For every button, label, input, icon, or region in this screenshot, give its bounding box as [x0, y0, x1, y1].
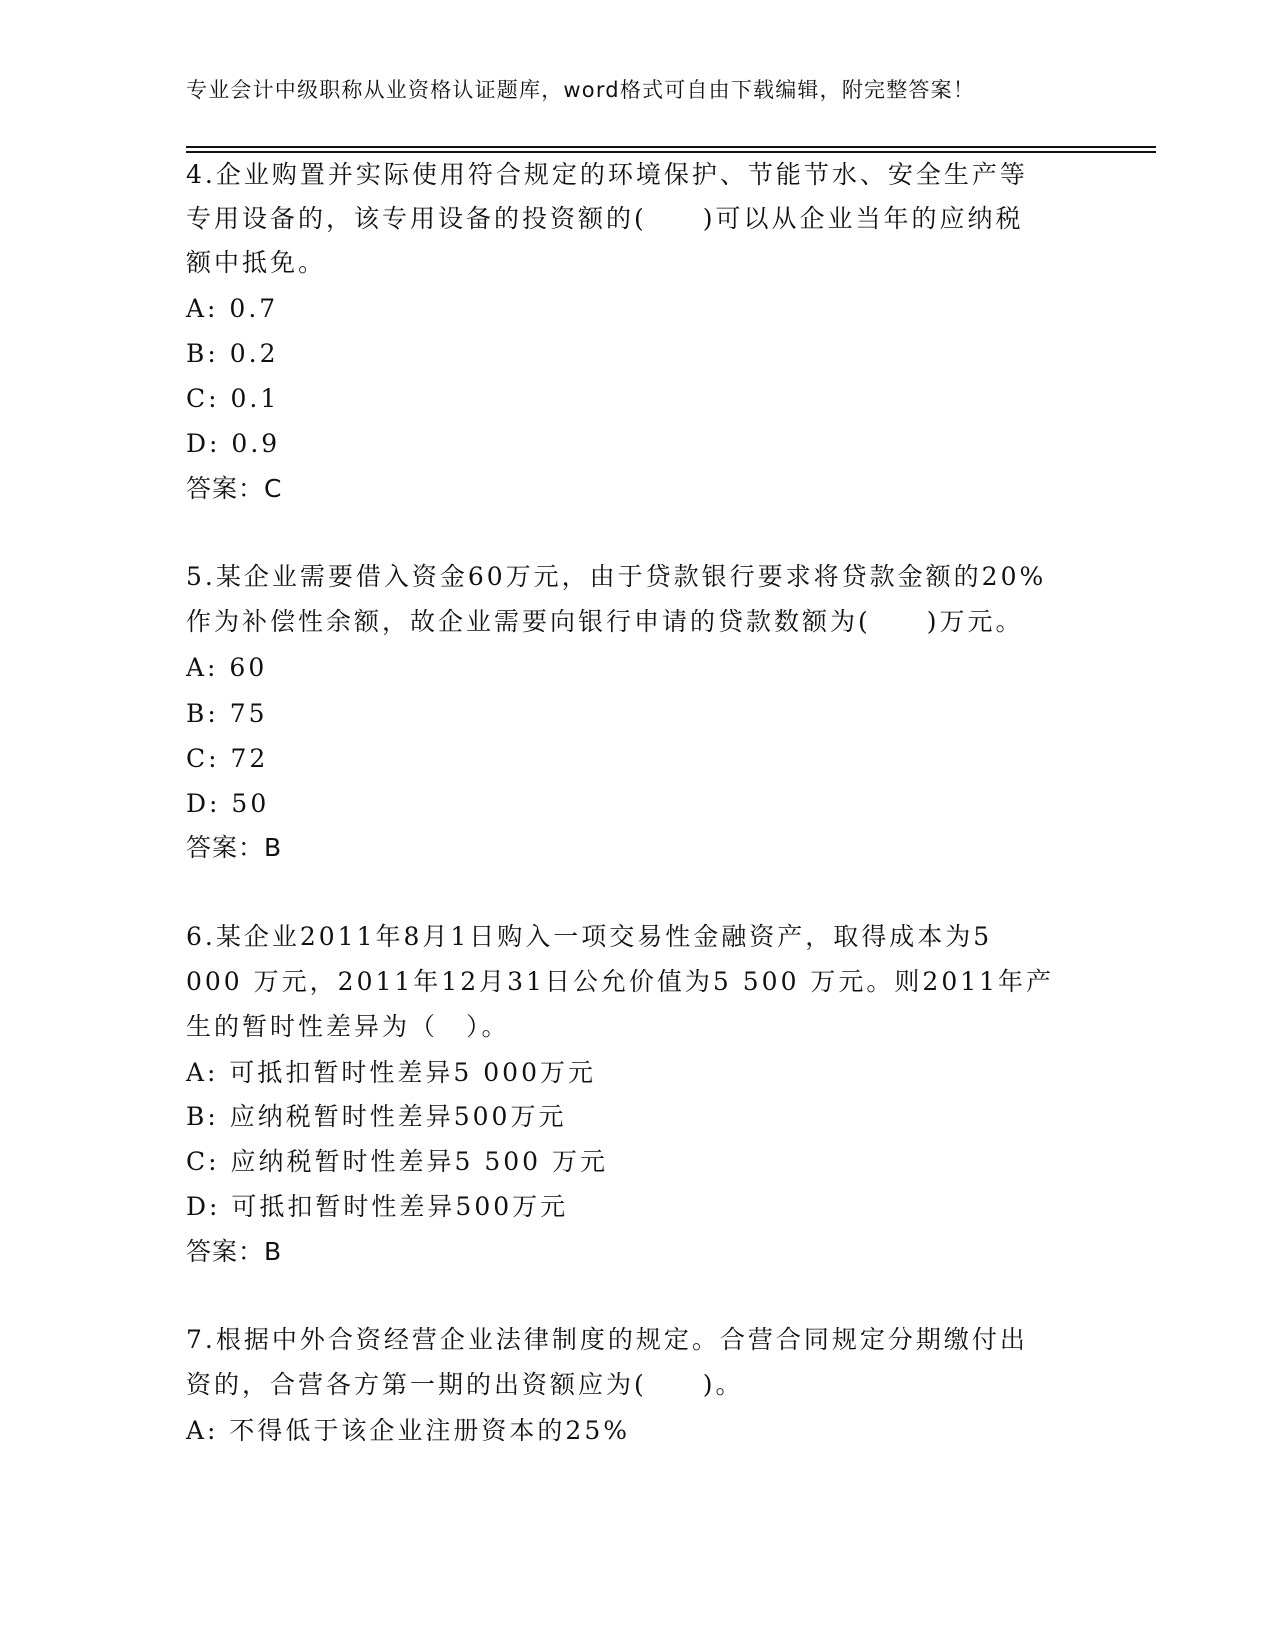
- option-a: A: 不得低于该企业注册资本的25%: [186, 1416, 630, 1445]
- question-stem-line: 6.某企业2011年8月1日购入一项交易性金融资产，取得成本为5: [186, 922, 993, 951]
- option-a: A: 可抵扣暂时性差异5 000万元: [186, 1058, 596, 1087]
- question-stem-line: 额中抵免。: [186, 248, 327, 277]
- header-rule-bottom: [186, 151, 1156, 153]
- option-b: B: 应纳税暂时性差异500万元: [186, 1102, 567, 1131]
- option-c: C: 应纳税暂时性差异5 500 万元: [186, 1147, 609, 1176]
- option-d: D: 可抵扣暂时性差异500万元: [186, 1192, 569, 1221]
- page-header: 专业会计中级职称从业资格认证题库，word格式可自由下载编辑，附完整答案！: [186, 78, 976, 102]
- question-stem-line: 4.企业购置并实际使用符合规定的环境保护、节能节水、安全生产等: [186, 160, 1028, 189]
- option-a: A: 60: [186, 653, 268, 682]
- header-rule-top: [186, 146, 1156, 148]
- option-c: C: 72: [186, 744, 269, 773]
- question-stem-line: 专用设备的，该专用设备的投资额的( )可以从企业当年的应纳税: [186, 204, 1024, 233]
- question-stem-line: 资的，合营各方第一期的出资额应为( )。: [186, 1370, 744, 1399]
- option-a: A: 0.7: [186, 294, 279, 323]
- question-stem-line: 5.某企业需要借入资金60万元，由于贷款银行要求将贷款金额的20%: [186, 562, 1047, 591]
- option-d: D: 0.9: [186, 429, 281, 458]
- option-c: C: 0.1: [186, 384, 280, 413]
- question-stem-line: 000 万元，2011年12月31日公允价值为5 500 万元。则2011年产: [186, 967, 1055, 996]
- answer-line: 答案：C: [186, 474, 283, 503]
- option-b: B: 75: [186, 699, 268, 728]
- answer-line: 答案：B: [186, 1237, 283, 1266]
- answer-line: 答案：B: [186, 833, 283, 862]
- option-b: B: 0.2: [186, 339, 279, 368]
- option-d: D: 50: [186, 789, 270, 818]
- question-stem-line: 生的暂时性差异为（ ）。: [186, 1012, 510, 1041]
- question-stem-line: 作为补偿性余额，故企业需要向银行申请的贷款数额为( )万元。: [186, 607, 1024, 636]
- question-stem-line: 7.根据中外合资经营企业法律制度的规定。合营合同规定分期缴付出: [186, 1325, 1028, 1354]
